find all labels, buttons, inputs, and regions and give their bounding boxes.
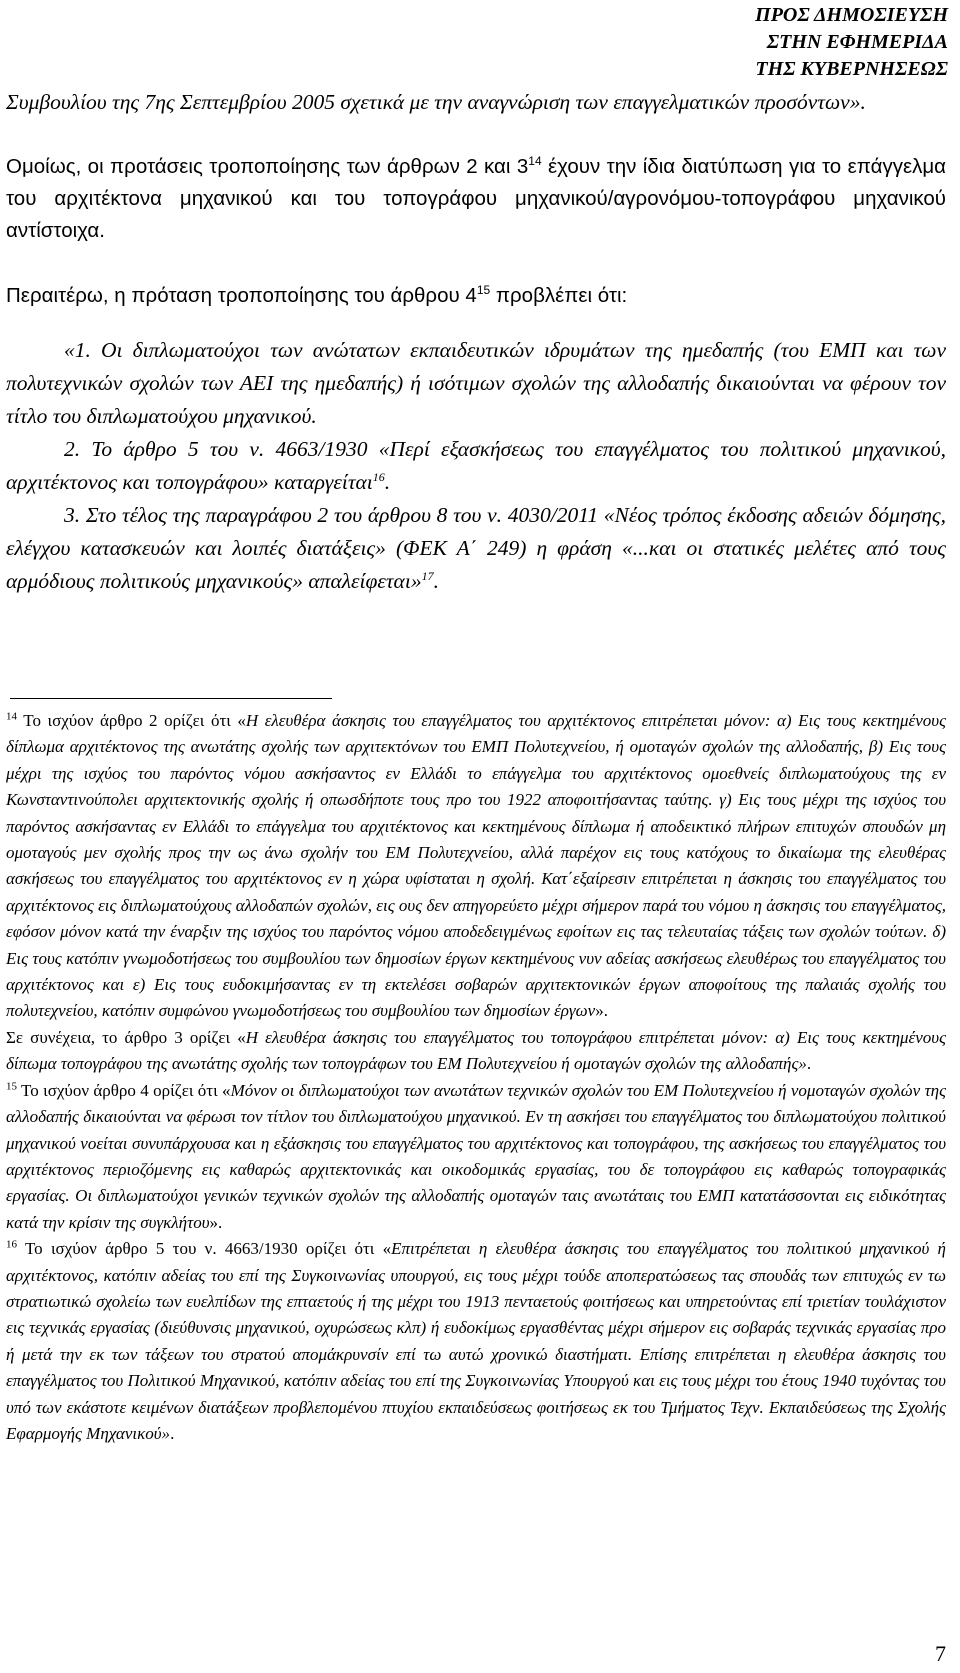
footnote-text: Το ισχύον άρθρο 5 του ν. 4663/1930 ορίζει ότι « <box>17 1239 392 1259</box>
paragraph-article-4 <box>6 280 946 312</box>
footnote-quote: Η ελευθέρα άσκησις του επαγγέλματος του αρχιτέκτονος επιτρέπεται μόνον: α) Εις τους κεκτημένους δίπλωμα αρχιτέκτονος της ανωτάτης σχολής των αρχιτεκτόνων του ΕΜΠ Πολυτεχνείου, ή ομοταγών σχολών της αλλοδαπής, β) Εις τους μέχρι της ισχύος του παρόντος νόμου ασκήσαντος εν Ελλάδι το επάγγελμα του αρχιτέκτονος ομοεθνείς διπλωματούχους της εν Κωνσταντινούπολει αρχιτεκτονικής σχολής ή οπωσδήποτε τους προ του 1922 αποφοιτήσαντας ταύτης. γ) Εις τους μέχρι της ισχύος του παρόντος ασκήσαντας εν Ελλάδι το επάγγελμα του αρχιτέκτονος και κεκτημένους δίπλωμα ή αποδεικτικό πλήρων επιτυχών σπουδών μη ομοταγούς μεν σχολής προς την ως άνω σχολήν του ΕΜ Πολυτεχνείου, αλλά παρέχον εις τους κατόχους το δικαίωμα της ελευθέρας ασκήσεως του επαγγέλματος του αρχιτέκτονος εν η χώρα υφίσταται η σχολή. Κατ΄εξαίρεσιν επιτρέπεται η άσκησις του επαγγέλματος του αρχιτέκτονος εις διπλωματούχους αλλοδαπών σχολών, εις ους δεν απηγορεύετο μέχρι σήμερον παρά του νόμου η άσκησις του επαγγέλματος, εφόσον μόνον κατά την έναρξιν της ισχύος του παρόντος νόμου αποδεδειγμένως εφοίτων εις τας τελευταίας τάξεις των σχολών τούτων. δ) Εις τους κατόπιν γνωμοδοτήσεως του συμβουλίου των δημοσίων έργων κεκτημένους νυν αδείας ασκήσεως ελευθέρως του επαγγέλματος του αρχιτέκτονος και ε) Εις τους ευδοκιμήσαντας εν τη εκτελέσει σοβαρών αρχιτεκτονικών έργων αποφοίτους της παλαιάς σχολής του πολυτεχνείου, κατόπιν συμφώνου γνωμοδοτήσεως του συμβουλίου των δημοσίων έργων <box>6 711 946 1021</box>
paragraph-text: έχουν την ίδια διατύπωση για το επάγγελμα του αρχιτέκτονα μηχανικού και του τοπογράφου μηχανικού/αγρονόμου-τοπογράφου μηχανικού αντίστοιχα. <box>6 155 946 242</box>
footnote-16 <box>6 1236 946 1447</box>
quote-end: . <box>433 569 439 593</box>
paragraph-text: προβλέπει ότι: <box>490 284 628 307</box>
quote-text: 2. Το άρθρο 5 του ν. 4663/1930 «Περί εξασκήσεως του επαγγέλματος του πολιτικού μηχανικού, αρχιτέκτονος και τοπογράφου» καταργείται <box>6 437 946 494</box>
footnote-separator <box>10 698 332 699</box>
paragraph-text: Περαιτέρω, η πρόταση τροποποίησης του άρθρου 4 <box>6 284 477 307</box>
footnote-end: . <box>806 1054 812 1074</box>
footnote-number: 15 <box>6 1080 17 1093</box>
quote-text: «1. Οι διπλωματούχοι των ανώτατων εκπαιδευτικών ιδρυμάτων της ημεδαπής (του ΕΜΠ και των πολυτεχνικών σχολών των ΑΕΙ της ημεδαπής) ή ισότιμων σχολών της αλλοδαπής δικαιούνται να φέρουν τον τίτλο του διπλωματούχου μηχανικού. <box>6 338 946 428</box>
footnote-ref-14[interactable]: 14 <box>528 154 542 169</box>
footnote-text: Το ισχύον άρθρο 2 ορίζει ότι « <box>17 711 246 730</box>
intro-paragraph: Συμβουλίου της 7ης Σεπτεμβρίου 2005 σχετικά με την αναγνώριση των επαγγελματικών προσόντων». <box>6 90 866 114</box>
footnote-end: ». <box>595 1001 608 1021</box>
footnote-quote: Επιτρέπεται η ελευθέρα άσκησις του επαγγέλματος του πολιτικού μηχανικού ή αρχιτέκτονος, κατόπιν αδείας του επί της Συγκοινωνίας υπουργού, εις τους μέχρι τούδε αποπερατώσεως τας σπουδάς των επιτυχώς εν τω στρατιωτικώ σχολείω των ευελπίδων της επταετούς ή της μέχρι του 1913 πενταετούς φοιτήσεως και υπηρετούντας επί τριετίαν τουλάχιστον εις τεχνικάς εργασίας (διεύθυνσις μηχανικού, οχυρώσεως κλπ) ή ευδοκίμως εργασθέντας μέχρι σήμερον εις σοβαράς τεχνικάς εργασίας προ ή μετά την εκ των τάξεων του στρατού απομάκρυνσίν επί τω αυτώ χρονικώ διαστήματι. Επίσης επιτρέπεται η ελευθέρα άσκησις του επαγγέλματος του Πολιτικού Μηχανικού, κατόπιν αδείας του επί της Συγκοινωνίας Υπουργού και εις τους μέχρι του έτους 1940 τυχόντας του υπό των εκάστοτε κειμένων διατάξεων προβλεπομένου πτυχίου εκπαιδεύσεως φοιτήσεως εκ του Τμήματος Τεχν. Εκπαιδεύσεως της Σχολής Εφαρμογής Μηχανικού» <box>6 1239 946 1443</box>
quote-item-3 <box>6 499 946 598</box>
footnote-number: 16 <box>6 1238 17 1251</box>
quote-item-2 <box>6 433 946 499</box>
paragraph-text: Ομοίως, οι προτάσεις τροποποίησης των άρθρων 2 και 3 <box>6 155 529 178</box>
stamp-line-3: ΤΗΣ ΚΥΒΕΡΝΗΣΕΩΣ <box>755 58 948 80</box>
footnote-ref-15[interactable]: 15 <box>476 283 491 298</box>
footnote-text: Το ισχύον άρθρο 4 ορίζει ότι « <box>17 1080 231 1100</box>
footnote-quote: Η ελευθέρα άσκησις του επαγγέλματος του τοπογράφου επιτρέπεται μόνον: α) Εις τους κεκτημένους δίπωμα τοπογράφου της ανωτάτης σχολής των τοπογράφων του ΕΜ Πολυτεχνείου ή ομοταγών σχολών της αλλοδαπής» <box>6 1027 946 1074</box>
footnote-14-continued <box>6 1025 946 1078</box>
footnote-text: Σε συνέχεια, το άρθρο 3 ορίζει « <box>6 1027 246 1047</box>
footnote-ref-16[interactable]: 16 <box>372 469 385 484</box>
quote-end: . <box>384 470 391 494</box>
quote-text: 3. Στο τέλος της παραγράφου 2 του άρθρου 8 του ν. 4030/2011 «Νέος τρόπος έκδοσης αδειών δόμησης, ελέγχου κατασκευών και λοιπές διατάξεις» (ΦΕΚ Α΄ 249) η φράση «...και οι στατικές μελέτες από τους αρμόδιους πολιτικούς μηχανικούς» απαλείφεται» <box>6 503 946 593</box>
footnote-quote: Μόνον οι διπλωματούχοι των ανωτάτων τεχνικών σχολών του ΕΜ Πολυτεχνείου ή νομοταγών σχολών της αλλοδαπής δικαιούνται να φέρωσι τον τίτλον του διπλωματούχου μηχανικού. Εν τη ασκήσει του επαγγέλματος του διπλωματούχου πολιτικού μηχανικού νοείται συνυπάρχουσα και η εξάσκησις του επαγγέλματος του αρχιτέκτονος και τοπογράφου, της ασκήσεως του επαγγέλματος του αρχιτέκτονος περιοζόμενης εις καθαρώς αρχιτεκτονικάς και οικοδομικάς εργασίας, του δε τοπογράφου εις καθαρώς τοπογραφικάς εργασίας. Οι διπλωματούχοι γενικών τεχνικών σχολών της αλλοδαπής ομοταγών ταις ανωτάταις του ΕΜΠ κατατάσσονται εις ειδικότητας κατά την κρίσιν της συγκλήτου <box>6 1080 946 1232</box>
stamp-line-1: ΠΡΟΣ ΔΗΜΟΣΙΕΥΣΗ <box>755 4 948 26</box>
footnote-end: ». <box>209 1212 223 1232</box>
main-text <box>6 86 946 598</box>
publication-stamp <box>755 2 948 83</box>
footnotes <box>6 708 946 1447</box>
footnote-14 <box>6 708 946 1025</box>
stamp-line-2: ΣΤΗΝ ΕΦΗΜΕΡΙΔΑ <box>766 31 948 53</box>
footnote-number: 14 <box>6 710 17 723</box>
footnote-end: . <box>170 1423 175 1443</box>
footnote-15 <box>6 1078 946 1236</box>
footnote-ref-17[interactable]: 17 <box>421 568 434 583</box>
paragraph-articles-2-3 <box>6 151 946 247</box>
quote-item-1 <box>6 334 946 433</box>
page-number: 7 <box>935 1641 946 1666</box>
